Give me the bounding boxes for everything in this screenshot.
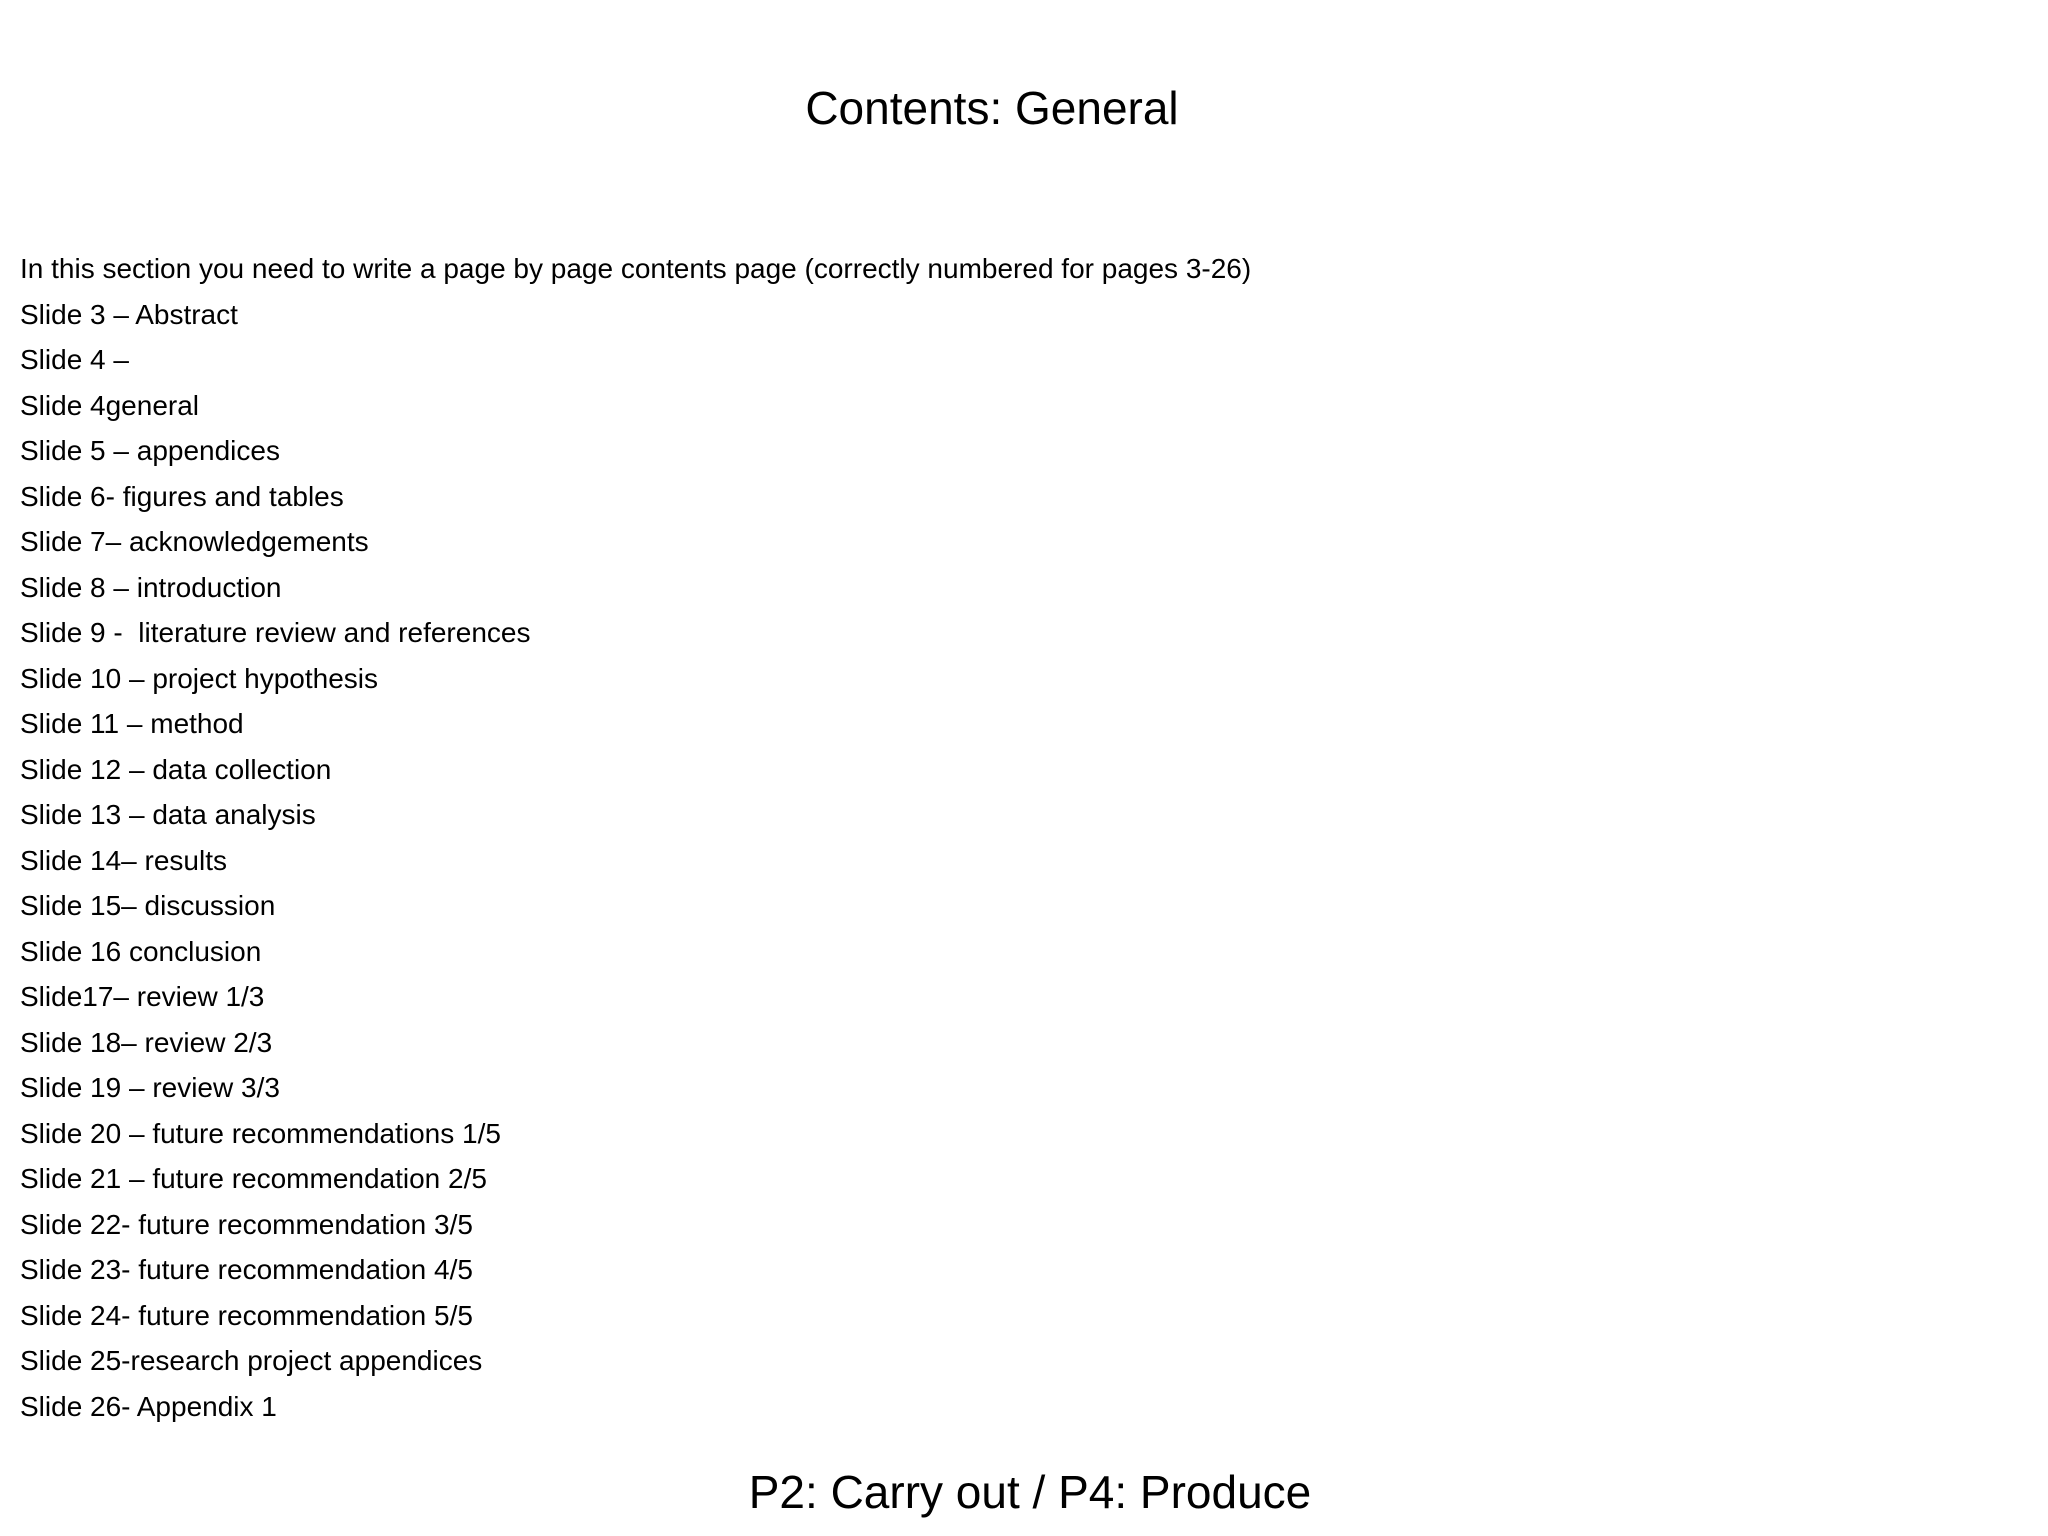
slide-title: Contents: General (805, 82, 1179, 134)
contents-item: Slide17– review 1/3 (20, 981, 265, 1012)
contents-item: Slide 20 – future recommendations 1/5 (20, 1117, 501, 1149)
contents-item: Slide 13 – data analysis (20, 799, 316, 830)
contents-item: Slide 16 conclusion (20, 935, 262, 967)
contents-item: Slide 4 – (20, 344, 137, 375)
instruction-text: In this section you need to write a page by page contents page (correctly numbered for pages 3-26) (20, 253, 1252, 284)
footer-caption: P2: Carry out / P4: Produce (748, 1466, 1312, 1518)
contents-item: Slide 12 – data collection (20, 753, 332, 785)
contents-item: Slide 24- future recommendation 5/5 (20, 1299, 473, 1331)
contents-item: Slide 14– results (20, 844, 228, 876)
contents-item: Slide 10 – project hypothesis (20, 662, 378, 694)
contents-item: Slide 21 – future recommendation 2/5 (20, 1163, 487, 1194)
contents-item: Slide 15– discussion (20, 890, 276, 921)
contents-item: Slide 4general (20, 389, 200, 421)
contents-item: Slide 6- figures and tables (20, 480, 344, 512)
contents-list (20, 292, 1820, 1430)
contents-item: Slide 19 – review 3/3 (20, 1072, 280, 1103)
contents-item: Slide 18– review 2/3 (20, 1026, 273, 1058)
contents-item: Slide 9 - literature review and references (20, 617, 531, 648)
contents-item: Slide 22- future recommendation 3/5 (20, 1208, 473, 1240)
contents-item: Slide 8 – introduction (20, 571, 282, 603)
contents-item: Slide 26- Appendix 1 (20, 1390, 277, 1422)
contents-body (20, 246, 1820, 1429)
contents-item: Slide 5 – appendices (20, 435, 280, 466)
contents-item: Slide 7– acknowledgements (20, 526, 369, 557)
contents-item: Slide 23- future recommendation 4/5 (20, 1254, 473, 1285)
contents-item: Slide 11 – method (20, 708, 244, 739)
contents-item: Slide 25-research project appendices (20, 1345, 483, 1376)
contents-item: Slide 3 – Abstract (20, 298, 238, 330)
